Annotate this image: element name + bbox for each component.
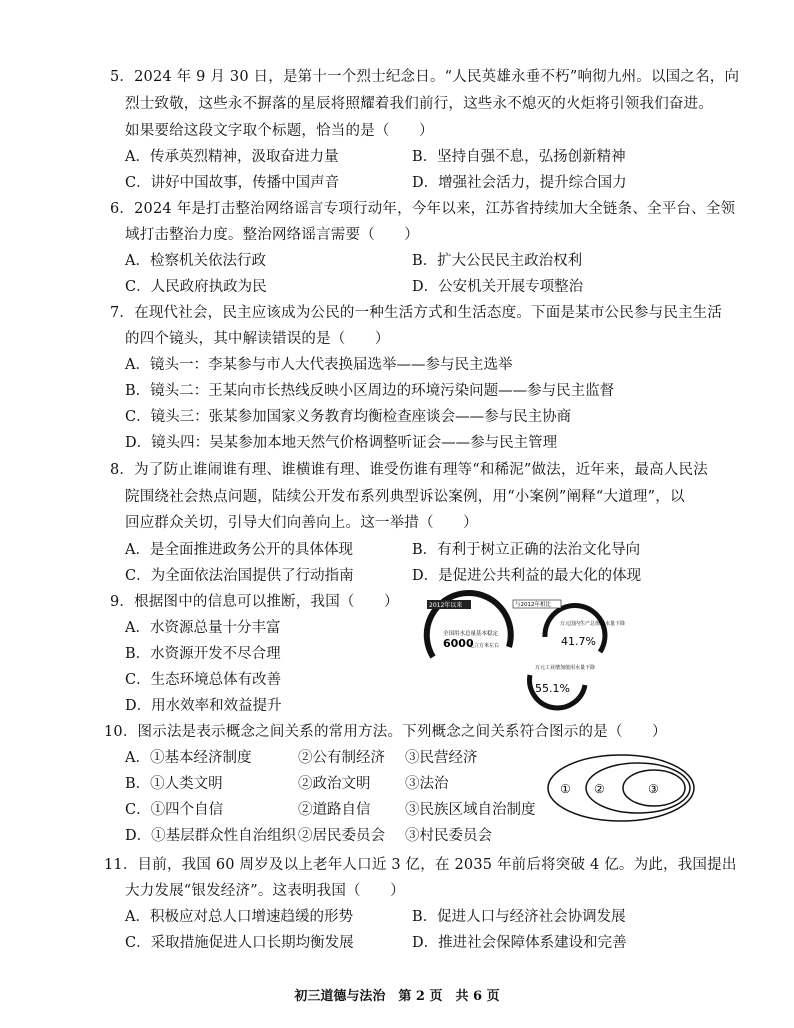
q10-option-d-2: ②居民委员会 xyxy=(298,828,385,844)
q5-option-d: D．增强社会活力，提升综合国力 xyxy=(412,175,627,191)
q9-stem-line-1: 9．根据图中的信息可以推断，我国（ ） xyxy=(110,594,399,610)
right-top-caption: 万元国内生产总值用水量下降 xyxy=(560,621,626,627)
q7-option-a: A．镜头一：李某参与市人大代表换届选举——参与民主选举 xyxy=(125,357,513,373)
q11-option-d: D．推进社会保障体系建设和完善 xyxy=(412,935,627,951)
q7-stem-line-2: 的四个镜头，其中解读错误的是（ ） xyxy=(125,331,390,347)
q6-option-b: B．扩大公民民主政治权利 xyxy=(412,253,583,269)
q5-option-c: C．讲好中国故事，传播中国声音 xyxy=(125,175,340,191)
q8-stem-line-1: 8．为了防止谁闹谁有理、谁横谁有理、谁受伤谁有理等“和稀泥”做法，近年来，最高人民法 xyxy=(110,462,708,478)
q9-option-b: B．水资源开发不尽合理 xyxy=(125,646,281,662)
q10-option-a-2: ②公有制经济 xyxy=(298,750,385,766)
left-caption: 全国用水总量基本稳定 xyxy=(443,631,499,637)
right-bottom-value: 55.1% xyxy=(535,682,570,695)
q7-option-b: B．镜头二：王某向市长热线反映小区周边的环境污染问题——参与民主监督 xyxy=(125,383,615,399)
q8-stem-line-2: 院围绕社会热点问题，陆续公开发布系列典型诉讼案例，用“小案例”阐释“大道理”，以 xyxy=(125,489,685,505)
q10-option-d-1: D．①基层群众性自治组织 xyxy=(125,828,297,844)
q10-option-a-1: A．①基本经济制度 xyxy=(125,750,252,766)
q11-stem-line-2: 大力发展“银发经济”。这表明我国（ ） xyxy=(125,883,405,899)
water-usage-infographic xyxy=(425,597,626,707)
right-bottom-caption: 万元工业增加值用水量下降 xyxy=(535,665,596,671)
q10-option-c-1: C．①四个自信 xyxy=(125,802,224,818)
q7-option-c: C．镜头三：张某参加国家义务教育均衡检查座谈会——参与民主协商 xyxy=(125,409,572,425)
q8-stem-line-3: 回应群众关切，引导大们向善向上。这一举措（ ） xyxy=(125,515,478,531)
q5-stem-line-2: 烈士致敬，这些永不摒落的星辰将照耀着我们前行，这些永不熄灭的火炬将引领我们奋进。 xyxy=(125,96,713,112)
q6-option-c: C．人民政府执政为民 xyxy=(125,279,267,295)
q10-option-c-2: ②道路自信 xyxy=(298,802,371,818)
q11-option-c: C．采取措施促进人口长期均衡发展 xyxy=(125,935,354,951)
q10-option-a-3: ③民营经济 xyxy=(405,750,478,766)
q6-option-a: A．检察机关依法行政 xyxy=(125,253,266,269)
left-tag-label: 2012年以来 xyxy=(429,602,463,609)
q8-option-c: C．为全面依法治国提供了行动指南 xyxy=(125,568,354,584)
right-top-value: 41.7% xyxy=(561,635,596,648)
q8-option-a: A．是全面推进政务公开的具体体现 xyxy=(125,542,353,558)
q5-stem-line-3: 如果要给这段文字取个标题，恰当的是（ ） xyxy=(125,123,434,139)
ellipse-label-2: ② xyxy=(594,782,605,796)
q5-stem-line-1: 5．2024 年 9 月 30 日，是第十一个烈士纪念日。“人民英雄永垂不朽”响彻九州。以国之名，向 xyxy=(110,69,740,85)
q11-option-b: B．促进人口与经济社会协调发展 xyxy=(412,909,626,925)
q8-option-b: B．有利于树立正确的法治文化导向 xyxy=(412,542,641,558)
q9-option-d: D．用水效率和效益提升 xyxy=(125,698,282,714)
ellipse-label-1: ① xyxy=(560,782,571,796)
q10-stem-line-1: 10．图示法是表示概念之间关系的常用方法。下列概念之间关系符合图示的是（ ） xyxy=(104,724,667,740)
left-value: 6000 xyxy=(443,637,474,650)
left-unit: 亿立方米左右 xyxy=(469,643,500,649)
q6-option-d: D．公安机关开展专项整治 xyxy=(412,279,584,295)
q9-option-c: C．生态环境总体有改善 xyxy=(125,672,282,688)
q11-option-a: A．积极应对总人口增速趋缓的形势 xyxy=(125,909,353,925)
ellipse-label-3: ③ xyxy=(648,782,659,796)
right-tag-label: 与2012年相比 xyxy=(515,602,551,608)
page-footer: 初三道德与法治 第 2 页 共 6 页 xyxy=(294,989,500,1004)
q5-option-a: A．传承英烈精神，汲取奋进力量 xyxy=(125,149,339,165)
q8-option-d: D．是促进公共利益的最大化的体现 xyxy=(412,568,642,584)
q7-stem-line-1: 7．在现代社会，民主应该成为公民的一种生活方式和生活态度。下面是某市公民参与民主生活 xyxy=(110,305,723,321)
q9-option-a: A．水资源总量十分丰富 xyxy=(125,620,281,636)
q5-option-b: B．坚持自强不息，弘扬创新精神 xyxy=(412,149,626,165)
q10-option-b-3: ③法治 xyxy=(405,776,449,792)
q7-option-d: D．镜头四：吴某参加本地天然气价格调整听证会——参与民主管理 xyxy=(125,435,558,451)
q10-option-b-1: B．①人类文明 xyxy=(125,776,223,792)
q11-stem-line-1: 11．目前，我国 60 周岁及以上老年人口近 3 亿，在 2035 年前后将突破 4 亿。为此，我国提出 xyxy=(104,857,737,873)
q6-stem-line-2: 域打击整治力度。整治网络谣言需要（ ） xyxy=(125,227,419,243)
q10-option-d-3: ③村民委员会 xyxy=(405,828,492,844)
q10-option-c-3: ③民族区域自治制度 xyxy=(405,802,536,818)
q10-option-b-2: ②政治文明 xyxy=(298,776,371,792)
nested-ellipses-diagram xyxy=(546,753,696,823)
q6-stem-line-1: 6．2024 年是打击整治网络谣言专项行动年，今年以来，江苏省持续加大全链条、全平台、全领 xyxy=(110,201,736,217)
